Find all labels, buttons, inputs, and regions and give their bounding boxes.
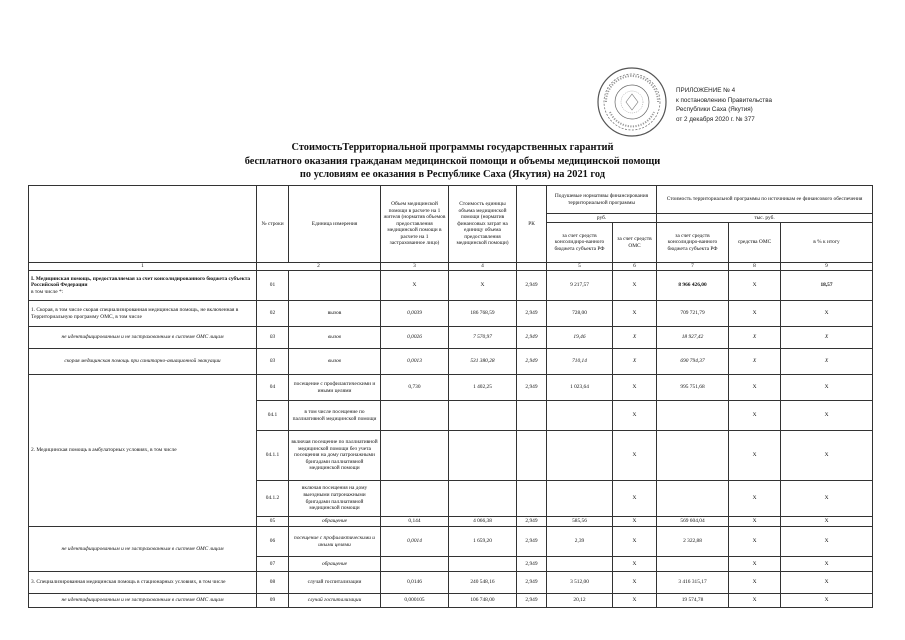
row-no: 04.1.1 [257, 431, 289, 481]
table-row [29, 572, 873, 594]
row-pc-budget [547, 481, 613, 517]
header-volume: Объем медицинской помощи в расчете на 1 жителя (норматив объемов предоставления медицинской помощи в расчете на 1 застрахованное лицо) [381, 186, 449, 263]
row-pc-oms: X [613, 557, 657, 572]
row-pc-oms: X [613, 271, 657, 301]
row-c-budget: 19 574,78 [657, 594, 729, 608]
row-cost: 4 066,38 [449, 517, 517, 527]
row-vol: 0,730 [381, 375, 449, 401]
row-name: скорая медицинская помощь при санитарно-авиационной эвакуации [29, 349, 257, 375]
row-pc-oms: X [613, 401, 657, 431]
row-unit: включая посещение по паллиативной медицинской помощи без учета посещения на дому патронажными бригадами паллиативной медицинской помощи [289, 431, 381, 481]
header-from-budget-2: за счет средств консолидиро-ванного бюджета субъекта РФ [657, 223, 729, 263]
title-line-2: бесплатного оказания гражданам медицинской помощи и объемы медицинской помощи [244, 155, 661, 167]
row-cost: 7 570,97 [449, 327, 517, 349]
row-name: I. Медицинская помощь, предоставляемая за счет консолидированного бюджета субъекта Российской Федерации [31, 275, 251, 289]
row-pc-oms: X [613, 594, 657, 608]
row-unit: обращение [289, 517, 381, 527]
row-c-budget: 709 721,79 [657, 301, 729, 327]
row-rk [517, 401, 547, 431]
row-pc-oms: X [613, 527, 657, 557]
row-c-budget: 690 794,37 [657, 349, 729, 375]
col-num: 9 [781, 263, 873, 271]
row-no: 08 [257, 572, 289, 594]
row-c-budget [657, 431, 729, 481]
row-vol: 0,0013 [381, 349, 449, 375]
row-vol [381, 401, 449, 431]
row-c-oms: X [729, 401, 781, 431]
row-pct: X [781, 481, 873, 517]
row-pc-budget: 20,12 [547, 594, 613, 608]
col-num: 8 [729, 263, 781, 271]
row-pct: X [781, 401, 873, 431]
row-rk: 2,949 [517, 557, 547, 572]
row-unit: случай госпитализации [289, 594, 381, 608]
cost-table [28, 185, 873, 608]
row-c-oms: X [729, 517, 781, 527]
row-pc-oms: X [613, 327, 657, 349]
row-c-oms: X [729, 557, 781, 572]
row-cost: 531 380,28 [449, 349, 517, 375]
row-name: 2. Медицинская помощь в амбулаторных условиях, в том числе [29, 375, 257, 527]
row-pc-budget [547, 431, 613, 481]
row-rk [517, 431, 547, 481]
table-row [29, 594, 873, 608]
row-name: 1. Скорая, в том числе скорая специализированная медицинская помощь, не включенная в Территориальную программу ОМС, в том числе [29, 301, 257, 327]
row-pct: X [781, 557, 873, 572]
header-oms-funds: средства ОМС [729, 223, 781, 263]
row-pc-oms: X [613, 517, 657, 527]
row-name: не идентифицированным и не застрахованным в системе ОМС лицам [29, 594, 257, 608]
appendix-note [676, 86, 796, 124]
header-rub: руб. [547, 214, 657, 223]
header-per-capita: Подушевые нормативы финансирования территориальной программы [547, 186, 657, 214]
row-pc-budget [547, 401, 613, 431]
header-from-budget: за счет средств консолидиро-ванного бюджета субъекта РФ [547, 223, 613, 263]
appendix-line-3: Республики Саха (Якутия) [676, 106, 753, 114]
row-pc-budget: 19,46 [547, 327, 613, 349]
row-vol [381, 557, 449, 572]
col-num: 6 [613, 263, 657, 271]
table-row [29, 375, 873, 401]
row-c-oms: X [729, 375, 781, 401]
col-num: 3 [381, 263, 449, 271]
col-num: 5 [547, 263, 613, 271]
header-unit: Единица измерения [289, 186, 381, 263]
header-cost: Стоимость единицы объема медицинской помощи (норматив финансовых затрат на единицу объема предоставления медицинской помощи) [449, 186, 517, 263]
row-pc-budget: 2,39 [547, 527, 613, 557]
col-num: 2 [257, 263, 381, 271]
row-unit: вызов [289, 349, 381, 375]
row-pc-oms: X [613, 572, 657, 594]
row-rk: 2,949 [517, 301, 547, 327]
row-name: не идентифицированным и не застрахованным в системе ОМС лицам [29, 527, 257, 572]
row-pc-oms: X [613, 375, 657, 401]
col-num: 4 [449, 263, 517, 271]
row-unit: посещение с профилактическими и иными целями [289, 375, 381, 401]
row-c-oms: X [729, 431, 781, 481]
row-pc-oms: X [613, 481, 657, 517]
row-rk [517, 481, 547, 517]
row-pc-oms: X [613, 301, 657, 327]
row-cost: 240 548,16 [449, 572, 517, 594]
row-no: 03 [257, 327, 289, 349]
row-pc-budget: 9 217,57 [547, 271, 613, 301]
table-row [29, 271, 873, 301]
row-unit: случай госпитализации [289, 572, 381, 594]
row-vol: 0,0026 [381, 327, 449, 349]
row-pct: X [781, 517, 873, 527]
row-c-oms: X [729, 327, 781, 349]
row-no: 07 [257, 557, 289, 572]
row-no: 04 [257, 375, 289, 401]
row-pct: X [781, 349, 873, 375]
row-rk: 2,949 [517, 327, 547, 349]
row-cost [449, 401, 517, 431]
col-num: 7 [657, 263, 729, 271]
table-row [29, 349, 873, 375]
row-cost [449, 431, 517, 481]
row-rk: 2,949 [517, 527, 547, 557]
table-row [29, 527, 873, 557]
row-c-oms: X [729, 349, 781, 375]
row-pc-oms: X [613, 349, 657, 375]
row-rk: 2,949 [517, 572, 547, 594]
row-vol: X [381, 271, 449, 301]
row-pc-budget: 1 023,64 [547, 375, 613, 401]
row-no: 02 [257, 301, 289, 327]
row-pct: X [781, 527, 873, 557]
title-line-3: по условиям ее оказания в Республике Саха (Якутия) на 2021 год [299, 169, 606, 181]
row-rk: 2,949 [517, 375, 547, 401]
row-c-budget: 8 966 426,00 [657, 271, 729, 301]
row-vol: 0,0014 [381, 527, 449, 557]
row-pct: X [781, 375, 873, 401]
row-note: в том числе *: [31, 288, 64, 295]
row-pct: X [781, 594, 873, 608]
row-vol: 0,0146 [381, 572, 449, 594]
col-num-blank [517, 263, 547, 271]
appendix-line-4: от 2 декабря 2020 г. № 377 [676, 115, 755, 123]
row-cost [449, 557, 517, 572]
row-no: 06 [257, 527, 289, 557]
row-pc-budget: 585,56 [547, 517, 613, 527]
appendix-line-2: к постановлению Правительства [676, 96, 772, 104]
row-c-oms: X [729, 481, 781, 517]
row-unit: в том числе посещение по паллиативной медицинской помощи [289, 401, 381, 431]
row-c-budget: 995 751,68 [657, 375, 729, 401]
row-c-oms: X [729, 572, 781, 594]
row-pc-budget [547, 557, 613, 572]
row-rk: 2,949 [517, 271, 547, 301]
row-rk: 2,949 [517, 594, 547, 608]
row-pct: X [781, 301, 873, 327]
table-row [29, 301, 873, 327]
row-c-budget [657, 481, 729, 517]
row-c-oms: X [729, 594, 781, 608]
row-pc-oms: X [613, 431, 657, 481]
row-label [29, 271, 257, 301]
row-c-oms: X [729, 301, 781, 327]
row-name: не идентифицированным и не застрахованным в системе ОМС лицам [29, 327, 257, 349]
header-program-cost: Стоимость территориальной программы по источникам ее финансового обеспечения [657, 186, 873, 214]
row-c-budget: 2 322,88 [657, 527, 729, 557]
document-title [0, 141, 905, 182]
row-unit: вызов [289, 327, 381, 349]
row-cost: 186 768,59 [449, 301, 517, 327]
row-cost: 106 748,00 [449, 594, 517, 608]
row-pct: X [781, 327, 873, 349]
row-vol: 0,144 [381, 517, 449, 527]
row-unit: вызов [289, 301, 381, 327]
row-no: 01 [257, 271, 289, 301]
row-vol [381, 431, 449, 481]
row-unit: включая посещения на дому выездными патронажными бригадами паллиативной медицинской помощи [289, 481, 381, 517]
row-c-oms: X [729, 527, 781, 557]
row-pct: X [781, 572, 873, 594]
row-pc-budget: 710,14 [547, 349, 613, 375]
row-cost [449, 481, 517, 517]
official-seal [596, 66, 668, 138]
row-cost: 1 659,20 [449, 527, 517, 557]
row-unit: посещение с профилактическими и иными целями [289, 527, 381, 557]
row-c-budget: 3 416 315,17 [657, 572, 729, 594]
header-rk: РК [517, 186, 547, 263]
table-row [29, 327, 873, 349]
title-line-1: СтоимостьТерриториальной программы государственных гарантий [291, 142, 614, 153]
row-pct: 18,57 [781, 271, 873, 301]
row-unit: обращение [289, 557, 381, 572]
row-c-budget: 18 927,42 [657, 327, 729, 349]
header-pct: в % к итогу [781, 223, 873, 263]
col-num: 1 [29, 263, 257, 271]
row-c-budget: 569 604,04 [657, 517, 729, 527]
row-name: 3. Специализированная медицинская помощь в стационарных условиях, в том числе [29, 572, 257, 594]
row-rk: 2,949 [517, 517, 547, 527]
row-vol: 0,000105 [381, 594, 449, 608]
row-no: 03 [257, 349, 289, 375]
header-blank [29, 186, 257, 263]
row-pct: X [781, 431, 873, 481]
row-rk: 2,949 [517, 349, 547, 375]
header-thousand-rub: тыс. руб. [657, 214, 873, 223]
row-vol: 0,0039 [381, 301, 449, 327]
row-cost: X [449, 271, 517, 301]
row-c-oms: X [729, 271, 781, 301]
row-cost: 1 402,25 [449, 375, 517, 401]
header-row-no: № строки [257, 186, 289, 263]
row-c-budget [657, 401, 729, 431]
row-pc-budget: 728,00 [547, 301, 613, 327]
row-c-budget [657, 557, 729, 572]
header-from-oms: за счет средств ОМС [613, 223, 657, 263]
row-vol [381, 481, 449, 517]
row-no: 04.1 [257, 401, 289, 431]
row-no: 05 [257, 517, 289, 527]
row-pc-budget: 3 512,00 [547, 572, 613, 594]
row-unit [289, 271, 381, 301]
row-no: 04.1.2 [257, 481, 289, 517]
column-number-row [29, 263, 873, 271]
appendix-line-1: ПРИЛОЖЕНИЕ № 4 [676, 87, 736, 94]
row-no: 09 [257, 594, 289, 608]
